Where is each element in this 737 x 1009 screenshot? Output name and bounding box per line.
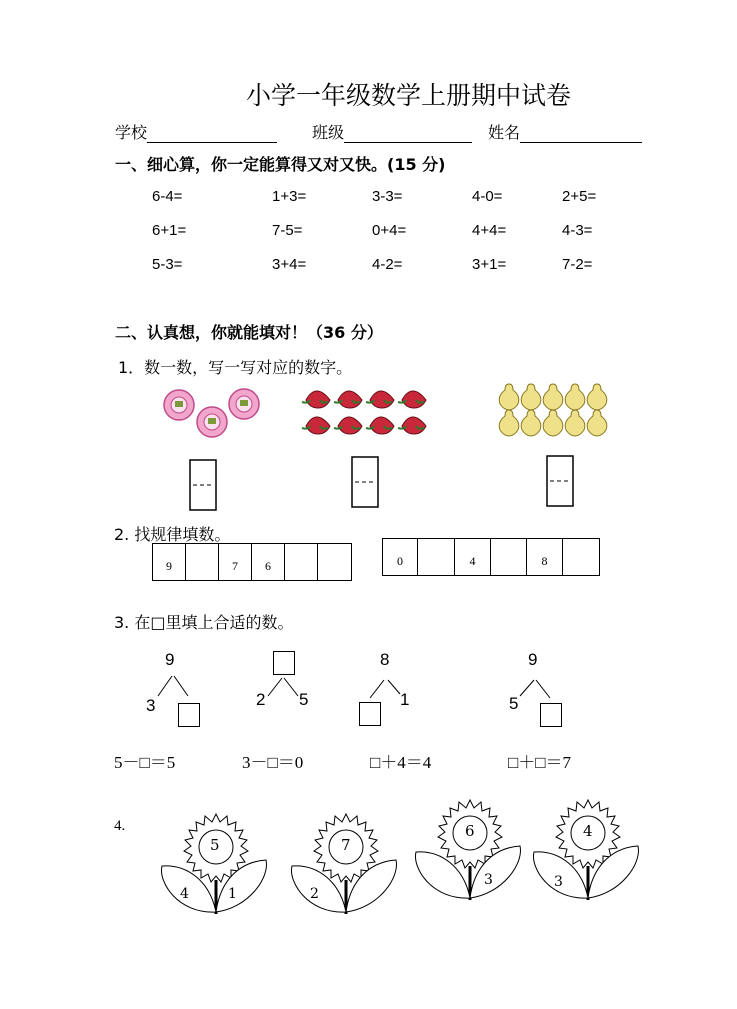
q4-label: 4. — [114, 818, 126, 834]
tree-branches — [512, 676, 562, 702]
equation: 0+4= — [372, 222, 407, 239]
pattern-cell-blank[interactable] — [563, 539, 599, 575]
equation: 2+5= — [562, 188, 597, 205]
pattern-cell-blank[interactable] — [285, 544, 318, 580]
fill-equation: 5－□＝5 — [114, 753, 176, 772]
tree-right-number: 5 — [299, 690, 309, 709]
q1-label: 1．数一数，写一写对应的数字。 — [118, 358, 353, 377]
tree-top-number: 8 — [380, 650, 390, 669]
flower-drawing — [412, 798, 524, 902]
school-field — [115, 120, 277, 143]
pear-icon — [543, 410, 563, 436]
pear-icon — [499, 384, 519, 410]
flower-left-leaf-number: 3 — [554, 874, 563, 890]
pear-icon — [521, 384, 541, 410]
pear-icon — [499, 410, 519, 436]
pattern-cell-blank[interactable] — [491, 539, 527, 575]
rose-icon — [366, 417, 394, 434]
flower-drawing — [158, 812, 270, 916]
equation: 6+1= — [152, 222, 187, 239]
rose-icon — [366, 391, 394, 408]
flower-right-leaf-number: 3 — [484, 872, 493, 888]
pear-icon — [565, 410, 585, 436]
pattern-cell-blank[interactable] — [418, 539, 455, 575]
flower-drawing — [288, 812, 400, 916]
flower-left-leaf-number: 4 — [180, 886, 189, 902]
pattern-cell: 9 — [153, 544, 186, 580]
equation: 7-5= — [272, 222, 303, 239]
answer-box[interactable] — [189, 459, 217, 511]
tree-answer-box[interactable] — [359, 702, 381, 726]
q2-label: 2. 找规律填数。 — [114, 525, 231, 544]
pattern-cell: 4 — [455, 539, 491, 575]
candy-icon — [197, 407, 227, 437]
school-label: 学校 — [115, 123, 148, 142]
flower-center-number: 6 — [465, 822, 475, 840]
pattern-cell: 0 — [383, 539, 418, 575]
tree-answer-box[interactable] — [273, 651, 295, 675]
number-flower — [412, 798, 524, 902]
roses-picture — [300, 380, 432, 438]
equation: 5-3= — [152, 256, 183, 273]
rose-icon — [302, 391, 330, 408]
flower-center-number: 4 — [583, 822, 593, 840]
pattern-cell-blank[interactable] — [318, 544, 351, 580]
name-field — [488, 120, 642, 143]
number-flower — [158, 812, 270, 916]
pear-icon — [543, 384, 563, 410]
equation: 3+4= — [272, 256, 307, 273]
flower-center-number: 7 — [341, 836, 351, 854]
flower-center-number: 5 — [210, 836, 220, 854]
rose-icon — [398, 417, 426, 434]
tree-top-number: 9 — [528, 650, 538, 669]
pear-icon — [565, 384, 585, 410]
number-flower — [288, 812, 400, 916]
equation: 6-4= — [152, 188, 183, 205]
rose-icon — [398, 391, 426, 408]
pattern-row-a — [152, 543, 352, 581]
answer-box[interactable] — [546, 455, 574, 507]
pear-icon — [521, 410, 541, 436]
fill-equation: □＋□＝7 — [508, 753, 572, 772]
equation: 4-0= — [472, 188, 503, 205]
flower-drawing — [530, 798, 642, 902]
flower-right-leaf-number: 1 — [228, 886, 237, 902]
tree-left-number: 2 — [256, 690, 266, 709]
class-line[interactable] — [344, 126, 472, 143]
tree-branches — [150, 672, 200, 702]
pear-icon — [587, 384, 607, 410]
pattern-cell-blank[interactable] — [186, 544, 219, 580]
pattern-cell: 6 — [252, 544, 285, 580]
section2-heading: 二、认真想，你就能填对！（36 分） — [115, 323, 383, 342]
tree-left-number: 5 — [509, 694, 519, 713]
equation: 1+3= — [272, 188, 307, 205]
school-line[interactable] — [147, 126, 277, 143]
rose-icon — [334, 417, 362, 434]
pear-icon — [587, 410, 607, 436]
rose-icon — [334, 391, 362, 408]
pattern-cell: 8 — [527, 539, 563, 575]
fill-equation: □＋4＝4 — [370, 753, 432, 772]
candies-picture — [158, 384, 268, 444]
equation: 3+1= — [472, 256, 507, 273]
tree-answer-box[interactable] — [178, 703, 200, 727]
rose-icon — [302, 417, 330, 434]
number-flower — [530, 798, 642, 902]
pattern-cell: 7 — [219, 544, 252, 580]
pattern-row-b — [382, 538, 600, 576]
section1-heading: 一、细心算，你一定能算得又对又快。(15 分) — [115, 155, 446, 174]
pears-picture — [498, 380, 610, 438]
name-label: 姓名 — [488, 123, 521, 142]
equation: 4-2= — [372, 256, 403, 273]
tree-answer-box[interactable] — [540, 703, 562, 727]
candy-icon — [164, 390, 194, 420]
answer-box[interactable] — [351, 456, 379, 508]
tree-right-number: 1 — [400, 690, 410, 709]
candy-icon — [229, 389, 259, 419]
equation: 7-2= — [562, 256, 593, 273]
equation: 4-3= — [562, 222, 593, 239]
tree-top-number: 9 — [165, 650, 175, 669]
tree-left-number: 3 — [146, 696, 156, 715]
class-field — [312, 120, 472, 143]
flower-left-leaf-number: 2 — [310, 886, 319, 902]
q3-label: 3. 在□里填上合适的数。 — [114, 613, 294, 632]
equation: 4+4= — [472, 222, 507, 239]
fill-equation: 3－□＝0 — [242, 753, 304, 772]
equation: 3-3= — [372, 188, 403, 205]
page-title: 小学一年级数学上册期中试卷 — [245, 81, 571, 110]
class-label: 班级 — [312, 123, 345, 142]
name-line[interactable] — [520, 126, 642, 143]
